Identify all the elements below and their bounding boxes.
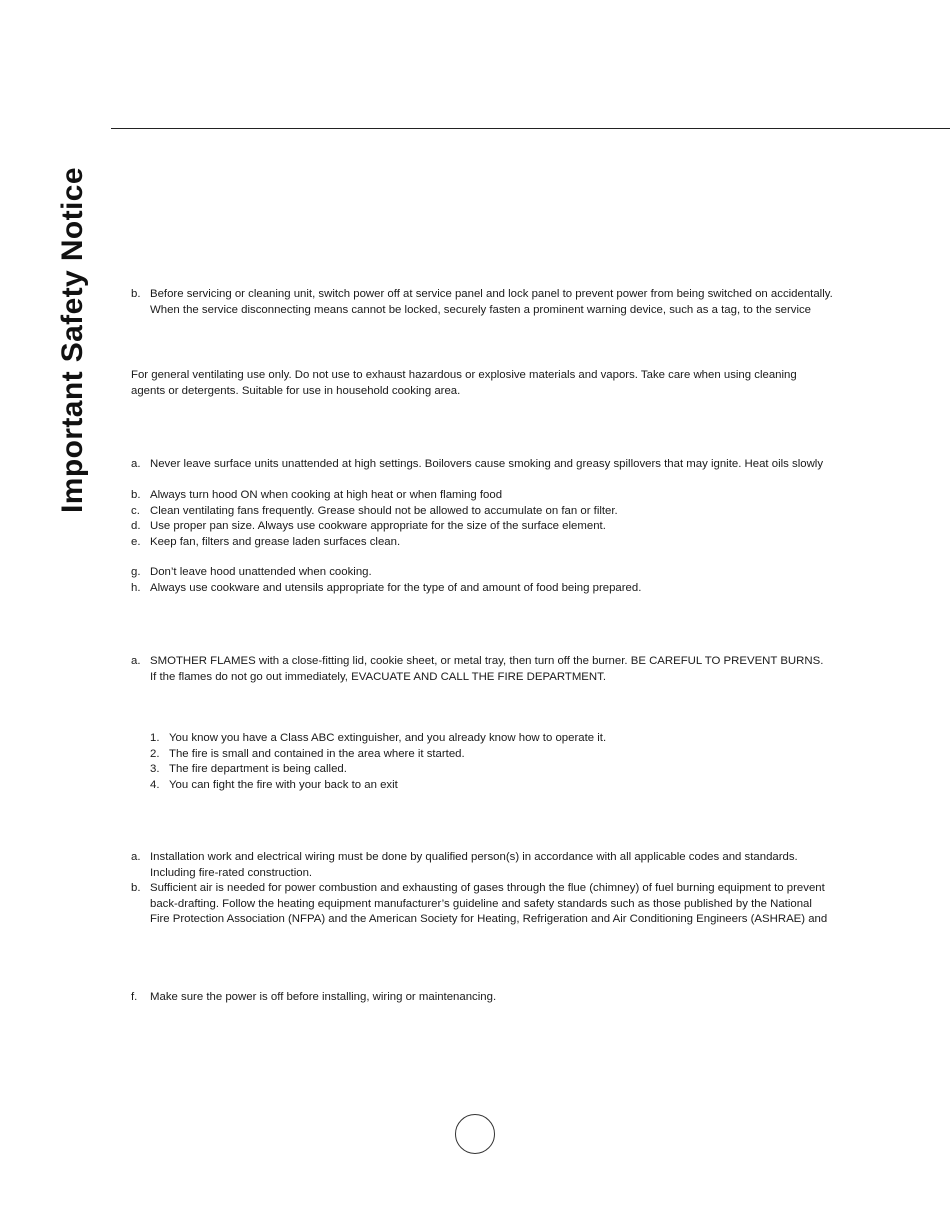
grease-fire-item-a: [131, 654, 910, 685]
item-text: Make sure the power is off before installing, wiring or maintenancing.: [150, 991, 497, 1003]
list-item: [131, 504, 910, 520]
item-text-line: SMOTHER FLAMES with a close-fitting lid, cookie sheet, or metal tray, then turn off the burner. BE CAREFUL TO PREVENT BURNS.: [150, 655, 824, 667]
list-marker: a.: [131, 458, 141, 470]
numbered-item: [131, 747, 910, 763]
item-text-line: Before servicing or cleaning unit, switch power off at service panel and lock panel to prevent power from being switched on accidentally.: [150, 288, 833, 300]
item-text: Clean ventilating fans frequently. Grease should not be allowed to accumulate on fan or filter.: [150, 504, 618, 517]
extinguisher-conditions-list: [131, 731, 910, 793]
fire-risk-items-b-e: [131, 488, 910, 550]
list-item: [131, 488, 910, 504]
list-item: [131, 581, 910, 597]
item-text: The fire department is being called.: [169, 763, 347, 775]
item-text-line: Fire Protection Association (NFPA) and the American Society for Heating, Refrigeration and Air Conditioning Engineers (ASHRAE) and: [150, 913, 828, 925]
list-marker: g.: [131, 566, 141, 578]
list-marker: c.: [131, 504, 140, 517]
list-marker: a.: [131, 655, 141, 667]
numbered-item: [131, 731, 910, 747]
list-number: 3.: [150, 763, 160, 775]
item-text: Never leave surface units unattended at high settings. Boilovers cause smoking and greasy spillovers that may ignite. Heat oils slowly: [150, 458, 824, 470]
installation-item-f: [131, 990, 910, 1006]
list-item: [131, 654, 910, 685]
list-marker: d.: [131, 520, 141, 532]
numbered-item: [131, 778, 910, 794]
list-item: [131, 457, 910, 473]
list-marker: h.: [131, 581, 141, 594]
list-item: [131, 850, 910, 881]
list-marker: b.: [131, 489, 141, 501]
list-item: [131, 519, 910, 535]
numbered-item: [131, 762, 910, 778]
list-item: [131, 535, 910, 551]
list-marker: e.: [131, 535, 141, 548]
list-item: [131, 881, 910, 928]
list-number: 1.: [150, 732, 160, 744]
item-text-line: back-drafting. Follow the heating equipment manufacturer’s guideline and safety standards such as those published by the National: [150, 897, 812, 910]
item-text-line: Including fire-rated construction.: [150, 866, 313, 879]
item-text-line: Sufficient air is needed for power combustion and exhausting of gases through the flue (chimney) of fuel burning equipment to prevent: [150, 882, 825, 894]
header-rule: [111, 128, 950, 129]
item-text: Keep fan, filters and grease laden surfaces clean.: [150, 535, 401, 548]
page-number-circle: [455, 1114, 495, 1154]
paragraph-line: agents or detergents. Suitable for use in household cooking area.: [131, 384, 461, 397]
paragraph-line: For general ventilating use only. Do not use to exhaust hazardous or explosive materials and vapors. Take care when using cleaning: [131, 369, 797, 381]
item-text: Always use cookware and utensils appropriate for the type of and amount of food being prepared.: [150, 581, 642, 594]
item-text: You know you have a Class ABC extinguisher, and you already know how to operate it.: [169, 732, 607, 744]
list-marker: b.: [131, 882, 141, 894]
list-number: 4.: [150, 778, 160, 791]
item-text: The fire is small and contained in the area where it started.: [169, 747, 465, 760]
side-title: Important Safety Notice: [56, 167, 89, 513]
servicing-power-section: [131, 287, 910, 318]
installation-items: [131, 850, 910, 928]
list-item: [131, 287, 910, 318]
list-marker: b.: [131, 288, 141, 300]
item-text: Use proper pan size. Always use cookware appropriate for the size of the surface element.: [150, 520, 606, 532]
fire-risk-item-a: [131, 457, 910, 473]
usage-paragraph: [131, 368, 910, 399]
list-item: [131, 990, 910, 1006]
item-text-line: Installation work and electrical wiring must be done by qualified person(s) in accordance with all applicable codes and standards.: [150, 851, 798, 863]
list-marker: a.: [131, 851, 141, 863]
list-number: 2.: [150, 747, 160, 760]
item-text: Always turn hood ON when cooking at high heat or when flaming food: [150, 489, 503, 501]
item-text-line: When the service disconnecting means cannot be locked, securely fasten a prominent warning device, such as a tag, to the service: [150, 303, 812, 316]
fire-risk-items-g-h: [131, 565, 910, 596]
item-text: Don’t leave hood unattended when cooking.: [150, 566, 372, 578]
item-text: You can fight the fire with your back to an exit: [169, 778, 398, 791]
list-marker: f.: [131, 991, 138, 1003]
item-text-line: If the flames do not go out immediately, EVACUATE AND CALL THE FIRE DEPARTMENT.: [150, 670, 606, 683]
list-item: [131, 565, 910, 581]
